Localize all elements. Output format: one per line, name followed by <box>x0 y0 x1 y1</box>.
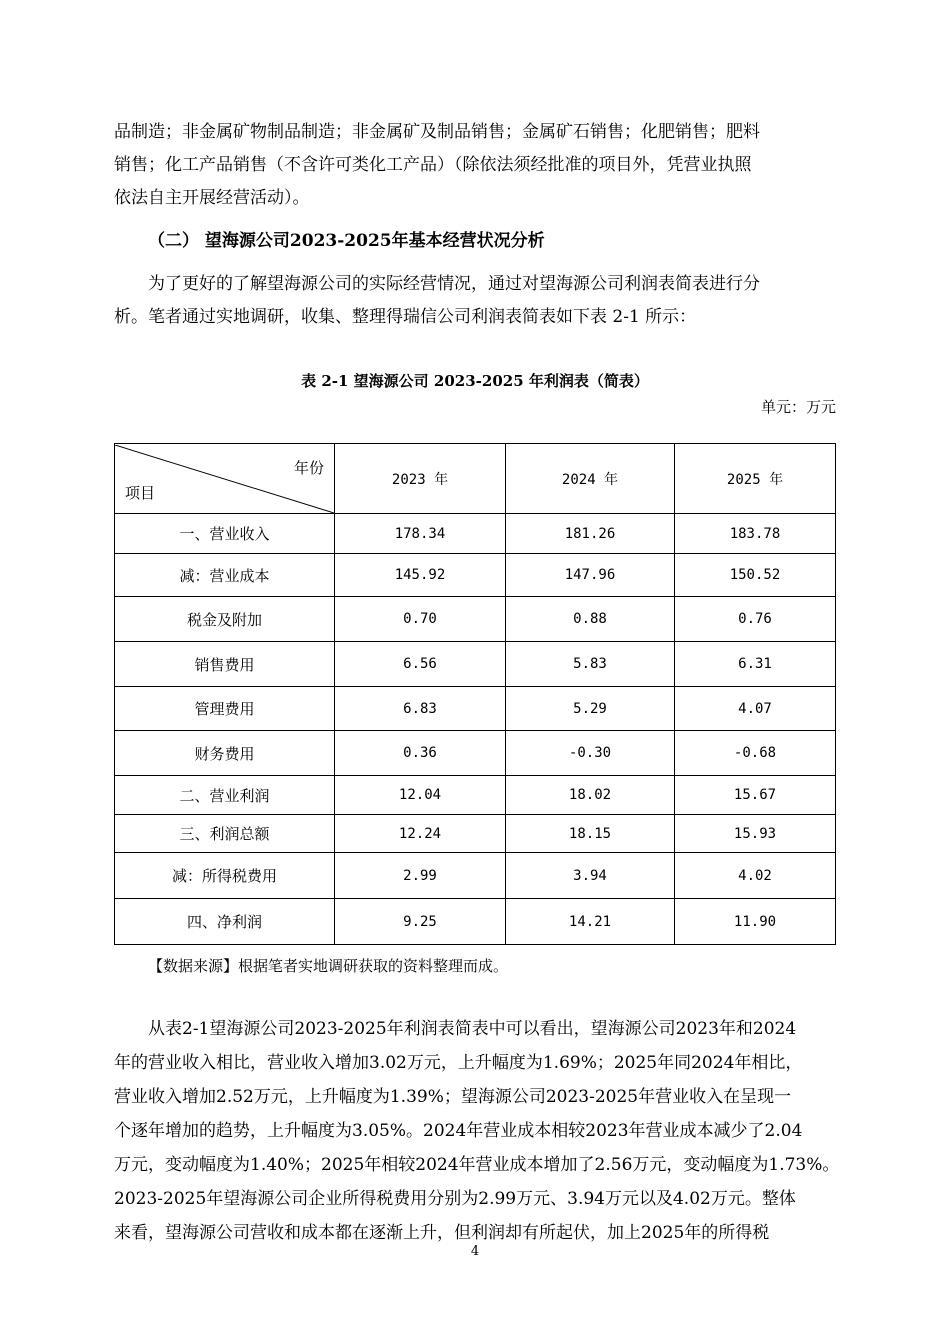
value-cell: 0.88 <box>506 597 675 642</box>
value-cell: 15.67 <box>675 776 836 815</box>
value-cell: 14.21 <box>506 899 675 945</box>
table-row <box>115 642 836 687</box>
table-row <box>115 731 836 776</box>
value-cell: 6.56 <box>335 642 506 687</box>
value-cell: 6.83 <box>335 687 506 731</box>
row-label: 二、营业利润 <box>115 776 335 815</box>
table-row <box>115 776 836 815</box>
income-statement-table <box>114 443 836 945</box>
text-line: 从表2-1望海源公司2023-2025年利润表简表中可以看出，望海源公司2023年和2024 <box>148 1019 797 1039</box>
table-source-note: 【数据来源】根据笔者实地调研获取的资料整理而成。 <box>148 957 509 975</box>
value-cell: 4.02 <box>675 853 836 899</box>
table-row <box>115 554 836 597</box>
row-label: 四、净利润 <box>115 899 335 945</box>
value-cell: 147.96 <box>506 554 675 597</box>
page-number: 4 <box>470 1244 480 1259</box>
row-label: 一、营业收入 <box>115 514 335 554</box>
value-cell: 5.29 <box>506 687 675 731</box>
text-line: 为了更好的了解望海源公司的实际经营情况，通过对望海源公司利润表简表进行分 <box>148 274 760 294</box>
value-cell: 4.07 <box>675 687 836 731</box>
row-label: 减：营业成本 <box>115 554 335 597</box>
row-label: 管理费用 <box>115 687 335 731</box>
value-cell: 11.90 <box>675 899 836 945</box>
value-cell: 12.24 <box>335 815 506 853</box>
year-header: 2023 年 <box>335 444 506 514</box>
corner-item-label: 项目 <box>125 483 156 502</box>
value-cell: 15.93 <box>675 815 836 853</box>
intro-paragraph <box>114 116 838 215</box>
row-label: 税金及附加 <box>115 597 335 642</box>
value-cell: 5.83 <box>506 642 675 687</box>
text-line: 2023-2025年望海源公司企业所得税费用分别为2.99万元、3.94万元以及4.02万元。整体 <box>114 1189 796 1209</box>
value-cell: 145.92 <box>335 554 506 597</box>
table-row <box>115 853 836 899</box>
value-cell: 0.36 <box>335 731 506 776</box>
value-cell: 12.04 <box>335 776 506 815</box>
value-cell: 3.94 <box>506 853 675 899</box>
table-unit: 单元：万元 <box>760 398 836 416</box>
analysis-paragraph <box>114 1012 838 1250</box>
analysis-intro-paragraph <box>114 268 838 334</box>
value-cell: -0.68 <box>675 731 836 776</box>
year-header: 2025 年 <box>675 444 836 514</box>
value-cell: 6.31 <box>675 642 836 687</box>
text-line: 销售；化工产品销售（不含许可类化工产品）（除依法须经批准的项目外，凭营业执照 <box>114 155 752 175</box>
text-line: 年的营业收入相比，营业收入增加3.02万元，上升幅度为1.69%；2025年同2024年相比， <box>114 1053 803 1073</box>
value-cell: 2.99 <box>335 853 506 899</box>
text-line: 万元，变动幅度为1.40%；2025年相较2024年营业成本增加了2.56万元，变动幅度为1.73%。 <box>114 1155 840 1175</box>
corner-cell <box>115 444 335 514</box>
table-caption: 表 2-1 望海源公司 2023-2025 年利润表（简表） <box>301 372 649 390</box>
text-line: 品制造；非金属矿物制品制造；非金属矿及制品销售；金属矿石销售；化肥销售；肥料 <box>114 122 760 142</box>
table-row <box>115 597 836 642</box>
text-line: 依法自主开展经营活动）。 <box>114 188 310 208</box>
table-row <box>115 514 836 554</box>
table-row <box>115 899 836 945</box>
value-cell: 181.26 <box>506 514 675 554</box>
value-cell: -0.30 <box>506 731 675 776</box>
value-cell: 183.78 <box>675 514 836 554</box>
table-row <box>115 815 836 853</box>
row-label: 减：所得税费用 <box>115 853 335 899</box>
table-row <box>115 687 836 731</box>
corner-year-label: 年份 <box>293 458 324 477</box>
text-line: 个逐年增加的趋势，上升幅度为3.05%。2024年营业成本相较2023年营业成本减少了2.04 <box>114 1121 803 1141</box>
value-cell: 18.02 <box>506 776 675 815</box>
value-cell: 178.34 <box>335 514 506 554</box>
value-cell: 150.52 <box>675 554 836 597</box>
year-header: 2024 年 <box>506 444 675 514</box>
text-line: 来看，望海源公司营收和成本都在逐渐上升，但利润却有所起伏，加上2025年的所得税 <box>114 1223 770 1243</box>
row-label: 销售费用 <box>115 642 335 687</box>
value-cell: 18.15 <box>506 815 675 853</box>
text-line: 营业收入增加2.52万元，上升幅度为1.39%；望海源公司2023-2025年营业收入在呈现一 <box>114 1087 792 1107</box>
row-label: 财务费用 <box>115 731 335 776</box>
value-cell: 0.76 <box>675 597 836 642</box>
section-heading: （二） 望海源公司2023-2025年基本经营状况分析 <box>148 231 545 251</box>
table-header-row <box>115 444 836 514</box>
text-line: 析。笔者通过实地调研，收集、整理得瑞信公司利润表简表如下表 2-1 所示： <box>114 307 697 327</box>
row-label: 三、利润总额 <box>115 815 335 853</box>
value-cell: 9.25 <box>335 899 506 945</box>
value-cell: 0.70 <box>335 597 506 642</box>
